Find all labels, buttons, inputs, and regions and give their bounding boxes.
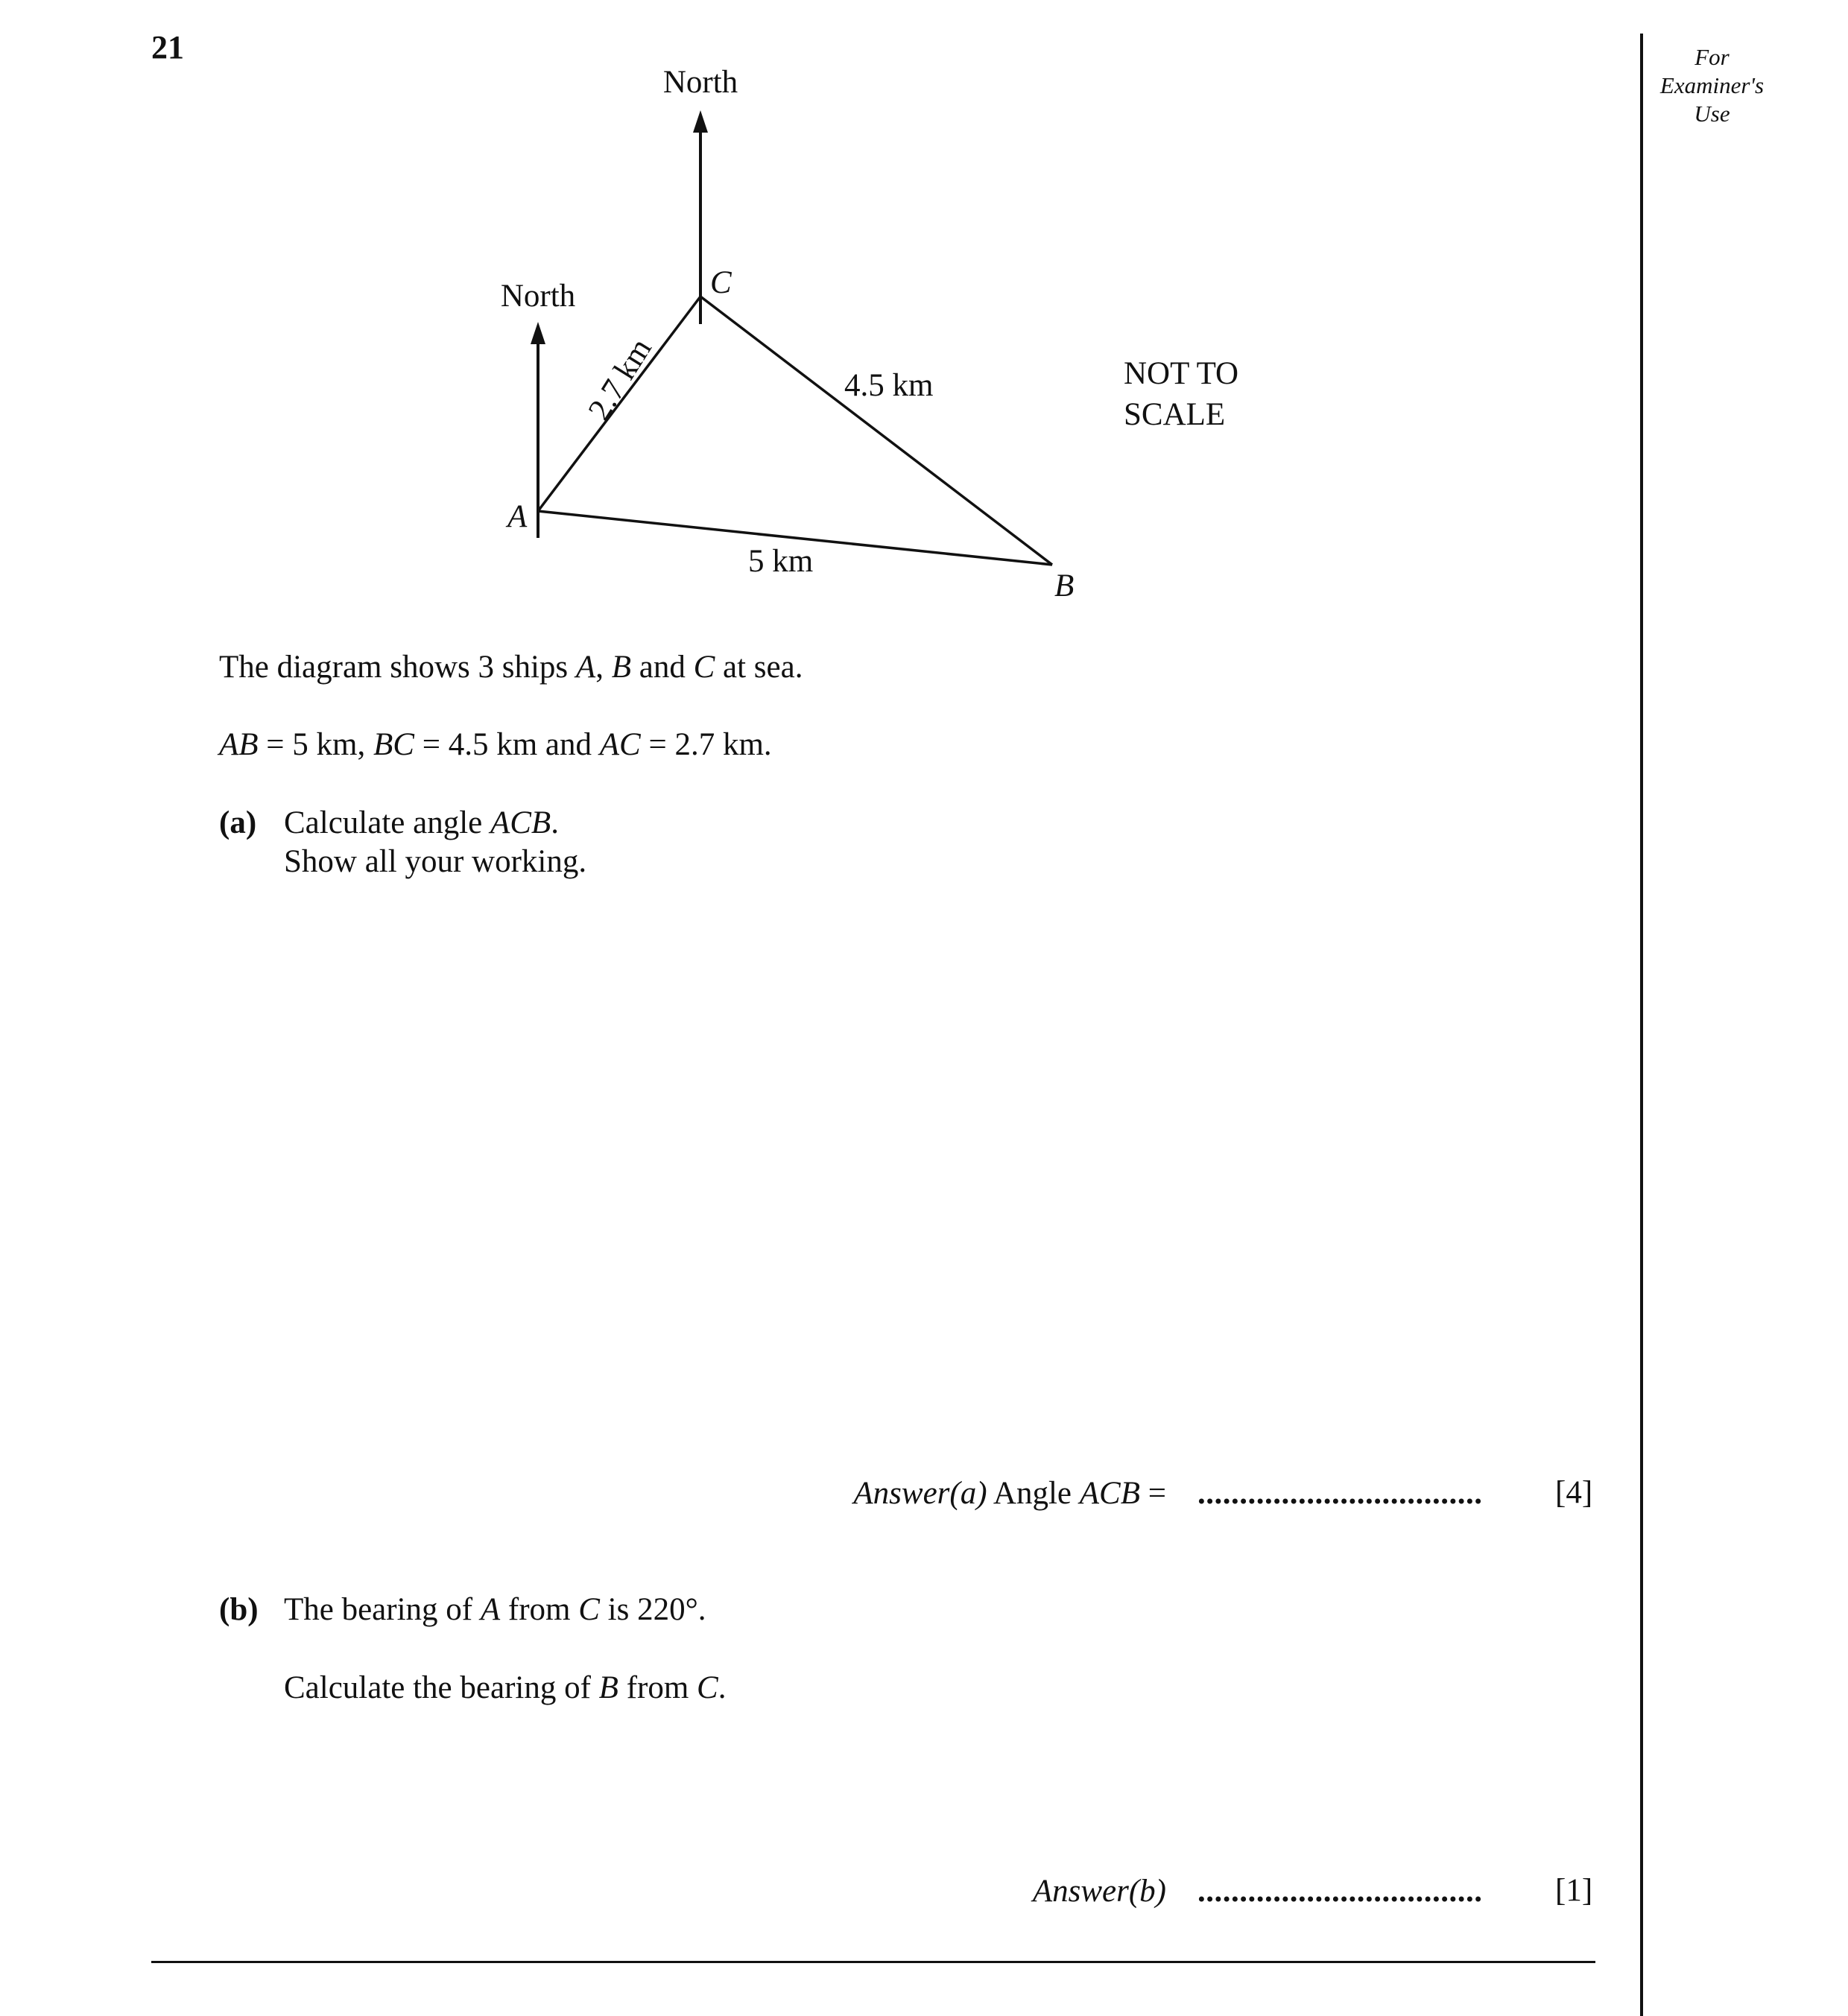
answer-b-label (894, 1872, 1166, 1911)
north-label-top: North (662, 65, 738, 100)
ships-diagram (0, 0, 1848, 671)
side-ac-label: 2.7 km (581, 332, 659, 427)
answer-a-eq: = (1139, 1476, 1166, 1511)
intro-suffix: at sea. (715, 650, 803, 685)
question-number: 21 (151, 29, 184, 66)
part-b-line-2-var-b: B (598, 1670, 618, 1705)
part-a-line-2: Show all your working. (284, 844, 587, 879)
part-b-line-1-var-a: A (480, 1592, 501, 1627)
part-b-line-1-suffix: is 220°. (599, 1592, 706, 1627)
given-lengths (219, 726, 772, 764)
part-b-line-1 (284, 1591, 706, 1629)
part-b-line-1-prefix: The bearing of (284, 1592, 481, 1627)
north-arrow-a-icon (531, 322, 545, 344)
answer-b-italic: Answer(b) (1032, 1874, 1166, 1909)
part-b-line-1-from: from (500, 1592, 579, 1627)
north-label-left: North (500, 279, 576, 314)
part-a-label: (a) (219, 805, 257, 840)
part-b-line-2-var-c: C (697, 1670, 718, 1705)
intro-var-a: A (575, 650, 596, 685)
not-to-scale-line-2: SCALE (1124, 397, 1226, 432)
part-b-line-1-var-c: C (578, 1592, 600, 1627)
part-b-line-2-suffix: . (718, 1670, 727, 1705)
vertex-c-label: C (710, 265, 732, 300)
side-bc-label: 4.5 km (844, 368, 934, 403)
part-a-line-1 (284, 804, 586, 843)
answer-a-field[interactable]: .................................. (1197, 1476, 1483, 1511)
part-b-label: (b) (219, 1592, 259, 1627)
answer-a-var: ACB (1079, 1476, 1140, 1511)
intro-and: and (630, 650, 694, 685)
intro-comma: , (595, 650, 612, 685)
given-bc: BC (373, 727, 414, 762)
answer-a-italic: Answer(a) (853, 1476, 987, 1511)
bottom-rule (151, 1961, 1595, 1963)
part-b-line-2-from: from (618, 1670, 697, 1705)
examiner-line-3: Use (1694, 101, 1730, 127)
north-arrow-c-icon (693, 110, 708, 133)
marks-b: [1] (1555, 1873, 1593, 1908)
answer-b-field[interactable]: .................................. (1197, 1874, 1483, 1909)
vertex-a-label: A (507, 499, 528, 534)
given-ab-val: = 5 km, (258, 727, 373, 762)
part-a-line-1-suffix: . (551, 805, 559, 840)
marks-a: [4] (1555, 1475, 1593, 1510)
examiner-line-2: Examiner's (1659, 72, 1765, 98)
part-a-question (284, 804, 586, 881)
not-to-scale-line-1: NOT TO (1124, 356, 1239, 391)
answer-a-text: Angle (987, 1476, 1080, 1511)
side-ab-label: 5 km (748, 544, 814, 579)
intro-sentence (219, 648, 803, 687)
examiner-line-1: For (1694, 44, 1730, 70)
part-a-line-1-prefix: Calculate angle (284, 805, 490, 840)
intro-var-c: C (693, 650, 715, 685)
given-ac-val: = 2.7 km. (640, 727, 772, 762)
vertex-b-label: B (1054, 568, 1075, 603)
given-bc-val: = 4.5 km and (414, 727, 600, 762)
given-ac: AC (599, 727, 641, 762)
given-ab: AB (219, 727, 259, 762)
side-cb-line (700, 297, 1052, 565)
part-b-line-2-prefix: Calculate the bearing of (284, 1670, 599, 1705)
answer-a-label (745, 1474, 1166, 1513)
part-a-line-1-var: ACB (490, 805, 551, 840)
intro-prefix: The diagram shows 3 ships (219, 650, 576, 685)
part-b-line-2 (284, 1669, 726, 1708)
intro-var-b: B (611, 650, 631, 685)
